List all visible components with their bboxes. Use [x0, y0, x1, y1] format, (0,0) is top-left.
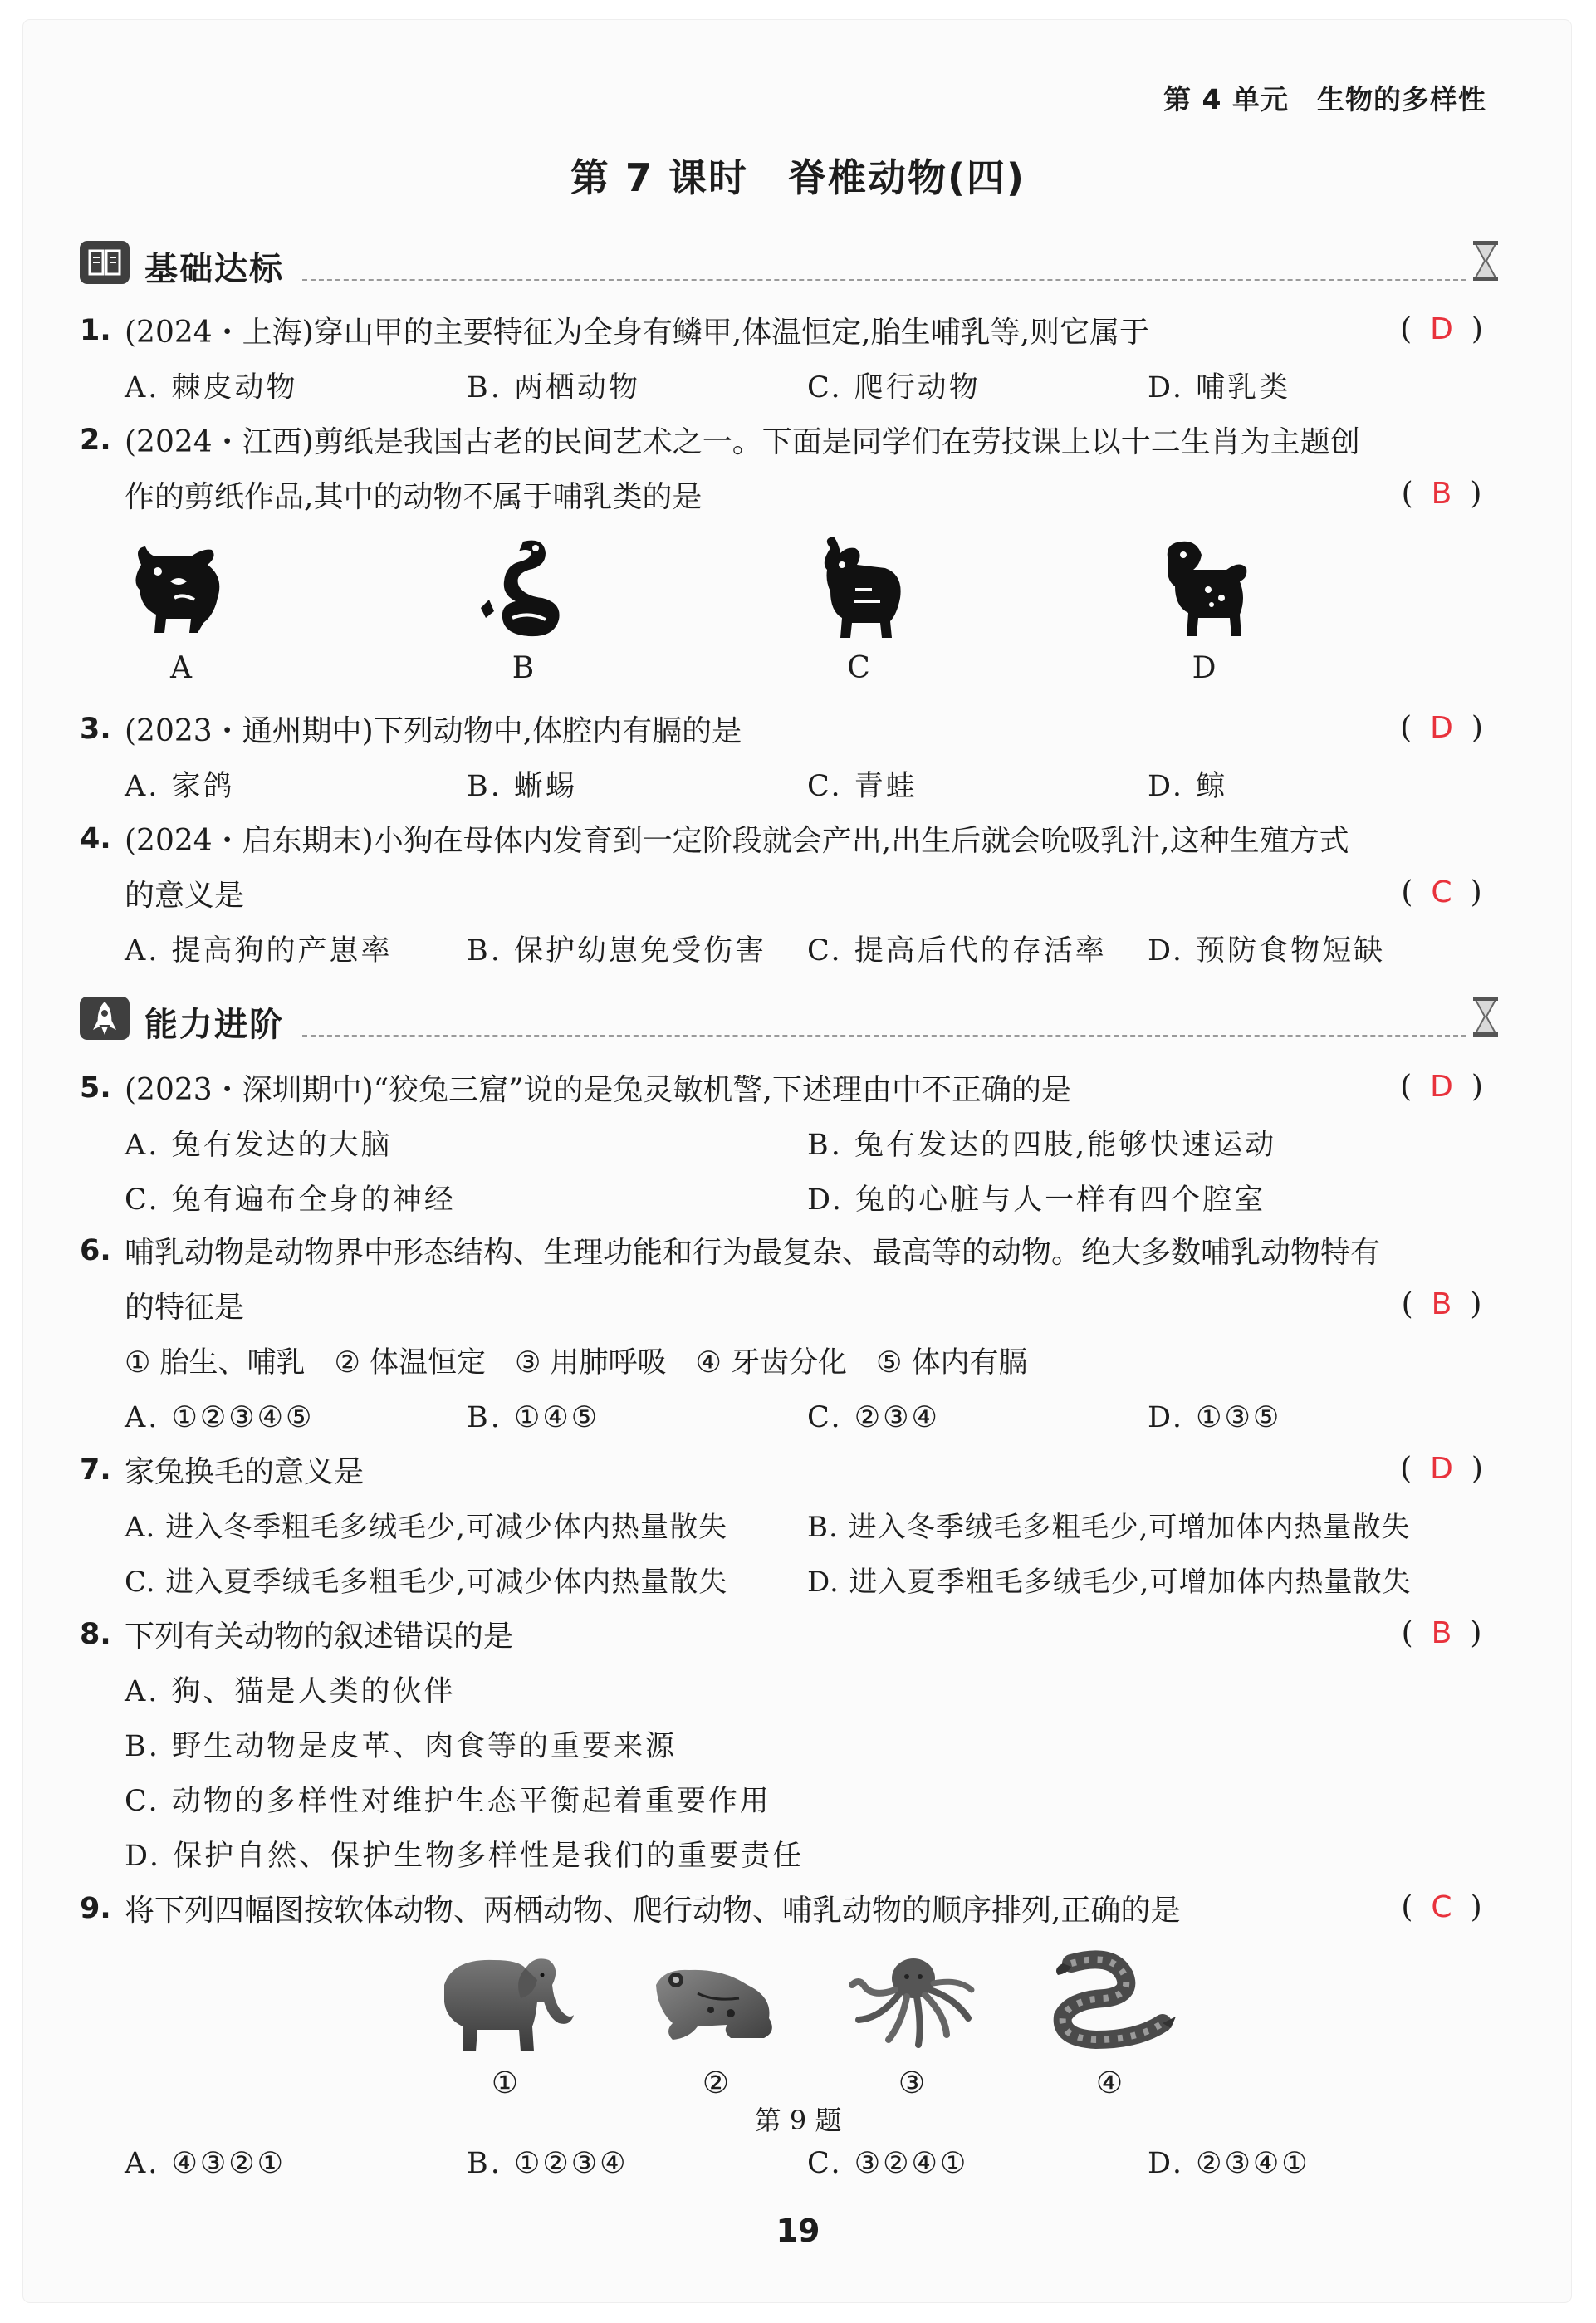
option-d: D. 鲸 — [1148, 770, 1228, 803]
figure-label: ③ — [898, 2066, 926, 2100]
option-b: B. ①②③④ — [467, 2147, 629, 2180]
answer-letter: D — [1430, 1452, 1453, 1486]
figure-label: C — [847, 651, 870, 685]
answer-letter: D — [1430, 1070, 1453, 1104]
ox-papercut-icon — [125, 532, 233, 643]
question-number: 1. — [80, 314, 111, 347]
option-c: C. 爬行动物 — [807, 371, 981, 404]
snake-photo-icon — [1038, 1947, 1179, 2056]
option-a: A. 狗、猫是人类的伙伴 — [125, 1675, 456, 1708]
answer-letter: B — [1431, 477, 1452, 511]
option-a: A. 提高狗的产崽率 — [125, 934, 393, 968]
option-b: B. 进入冬季绒毛多粗毛少,可增加体内热量散失 — [807, 1511, 1411, 1544]
elephant-photo-icon — [428, 1943, 577, 2063]
figure-label: B — [512, 651, 535, 685]
section-advanced-header — [80, 993, 1500, 1043]
answer-box: ( D ) — [1400, 312, 1483, 346]
answer-box: ( B ) — [1401, 477, 1482, 511]
snake-papercut-icon — [469, 532, 577, 647]
answer-box: ( B ) — [1401, 1616, 1482, 1650]
question-text: 哺乳动物是动物界中形态结构、生理功能和行为最复杂、最高等的动物。绝大多数哺乳动物特有 — [125, 1236, 1381, 1270]
question-text: 将下列四幅图按软体动物、两栖动物、爬行动物、哺乳动物的顺序排列,正确的是 — [125, 1894, 1181, 1928]
answer-letter: B — [1431, 1287, 1452, 1321]
question-text: 的特征是 — [125, 1291, 245, 1325]
question-number: 3. — [80, 713, 111, 746]
dog-papercut-icon — [1150, 532, 1258, 647]
question-number: 8. — [80, 1618, 111, 1651]
section-divider — [302, 279, 1466, 281]
option-d: D. 兔的心脏与人一样有四个腔室 — [807, 1184, 1266, 1217]
option-b: B. 两栖动物 — [467, 371, 640, 404]
hourglass-icon — [1471, 241, 1500, 284]
option-a: A. 进入冬季粗毛多绒毛少,可减少体内热量散失 — [125, 1511, 727, 1544]
page-number: 19 — [776, 2213, 820, 2249]
trait-list: ① 胎生、哺乳 ② 体温恒定 ③ 用肺呼吸 ④ 牙齿分化 ⑤ 体内有膈 — [125, 1346, 1028, 1380]
option-d: D. ①③⑤ — [1148, 1401, 1282, 1434]
section-basic-label: 基础达标 — [144, 250, 284, 288]
answer-box: ( D ) — [1400, 711, 1483, 745]
question-number: 2. — [80, 424, 111, 457]
figure-caption: 第 9 题 — [754, 2105, 842, 2136]
frog-photo-icon — [648, 1952, 781, 2055]
question-number: 5. — [80, 1071, 111, 1105]
option-d: D. ②③④① — [1148, 2147, 1310, 2180]
option-c: C. 进入夏季绒毛多粗毛少,可减少体内热量散失 — [125, 1566, 728, 1599]
section-basic-header — [80, 238, 1500, 287]
option-c: C. 兔有遍布全身的神经 — [125, 1184, 456, 1217]
figure-label: ④ — [1095, 2066, 1124, 2100]
question-number: 9. — [80, 1892, 111, 1925]
option-c: C. 青蛙 — [807, 770, 918, 803]
section-advanced-label: 能力进阶 — [144, 1006, 284, 1044]
lesson-title: 第 7 课时 脊椎动物(四) — [570, 155, 1026, 200]
question-text: 下列有关动物的叙述错误的是 — [125, 1620, 514, 1654]
book-icon — [80, 241, 130, 284]
option-b: B. 蜥蜴 — [467, 770, 577, 803]
option-c: C. 提高后代的存活率 — [807, 934, 1107, 968]
question-text: (2024・上海)穿山甲的主要特征为全身有鳞甲,体温恒定,胎生哺乳等,则它属于 — [125, 316, 1150, 350]
answer-letter: D — [1430, 312, 1453, 346]
question-text: 的意义是 — [125, 879, 245, 913]
answer-letter: B — [1431, 1616, 1452, 1650]
answer-box: ( B ) — [1401, 1287, 1482, 1321]
question-text: (2024・江西)剪纸是我国古老的民间艺术之一。下面是同学们在劳技课上以十二生肖为主题创 — [125, 425, 1360, 459]
option-b: B. 野生动物是皮革、肉食等的重要来源 — [125, 1730, 677, 1763]
option-c: C. ③②④① — [807, 2147, 969, 2180]
goat-papercut-icon — [805, 532, 913, 647]
octopus-photo-icon — [847, 1948, 980, 2055]
option-b: B. 保护幼崽免受伤害 — [467, 934, 766, 968]
answer-letter: C — [1431, 1890, 1452, 1924]
figure-label: A — [170, 651, 192, 685]
question-text: 作的剪纸作品,其中的动物不属于哺乳类的是 — [125, 480, 703, 514]
question-number: 4. — [80, 822, 111, 855]
option-a: A. 兔有发达的大脑 — [125, 1129, 393, 1162]
option-c: C. 动物的多样性对维护生态平衡起着重要作用 — [125, 1785, 771, 1818]
option-b: B. ①④⑤ — [467, 1401, 600, 1434]
unit-header: 第 4 单元 生物的多样性 — [1163, 83, 1486, 115]
option-a: A. 家鸽 — [125, 770, 235, 803]
rocket-icon — [80, 997, 130, 1040]
answer-box: ( C ) — [1401, 875, 1482, 909]
option-d: D. 进入夏季粗毛多绒毛少,可增加体内热量散失 — [807, 1566, 1412, 1599]
option-d: D. 哺乳类 — [1148, 371, 1291, 404]
question-text: 家兔换毛的意义是 — [125, 1455, 365, 1489]
answer-box: ( C ) — [1401, 1890, 1482, 1924]
question-number: 6. — [80, 1234, 111, 1267]
hourglass-icon — [1471, 997, 1500, 1040]
option-c: C. ②③④ — [807, 1401, 940, 1434]
question-text: (2023・通州期中)下列动物中,体腔内有膈的是 — [125, 714, 742, 748]
option-b: B. 兔有发达的四肢,能够快速运动 — [807, 1129, 1277, 1162]
figure-label: ① — [491, 2066, 519, 2100]
question-text: (2023・深圳期中)“狡兔三窟”说的是兔灵敏机警,下述理由中不正确的是 — [125, 1073, 1071, 1107]
answer-letter: D — [1430, 711, 1453, 745]
option-d: D. 保护自然、保护生物多样性是我们的重要责任 — [125, 1840, 805, 1873]
option-d: D. 预防食物短缺 — [1148, 934, 1386, 968]
question-number: 7. — [80, 1453, 111, 1487]
question-text: (2024・启东期末)小狗在母体内发育到一定阶段就会产出,出生后就会吮吸乳汁,这种生殖方式 — [125, 824, 1349, 858]
answer-box: ( D ) — [1400, 1070, 1483, 1104]
option-a: A. ①②③④⑤ — [125, 1401, 315, 1434]
answer-box: ( D ) — [1400, 1452, 1483, 1486]
figure-label: ② — [702, 2066, 730, 2100]
option-a: A. ④③②① — [125, 2147, 286, 2180]
answer-letter: C — [1431, 875, 1452, 909]
figure-label: D — [1192, 651, 1217, 685]
section-divider — [302, 1035, 1466, 1037]
option-a: A. 棘皮动物 — [125, 371, 298, 404]
